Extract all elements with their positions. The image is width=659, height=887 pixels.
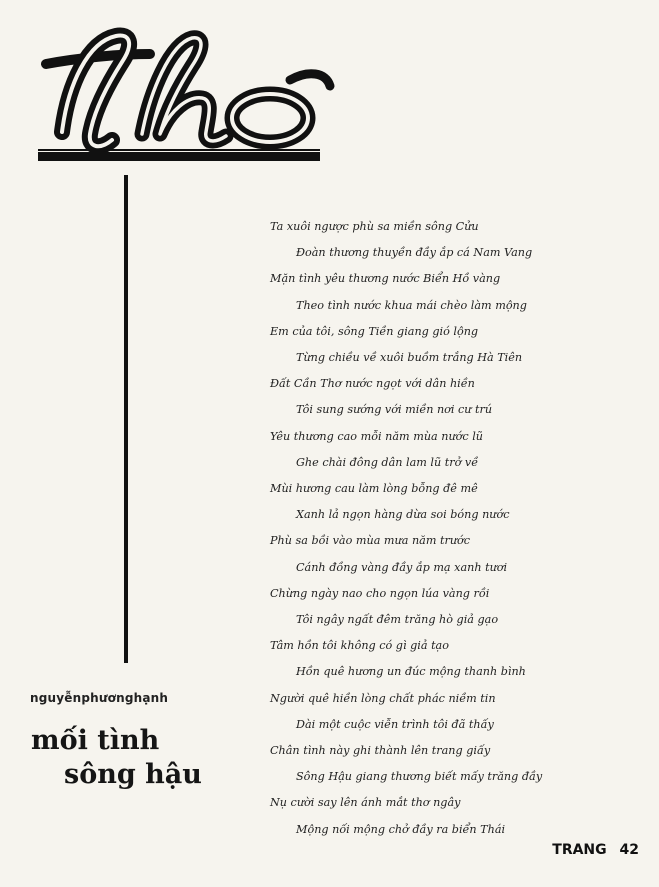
poem-line: Mặn tình yêu thương nước Biển Hồ vàng [270,272,501,286]
poem-line: Dài một cuộc viễn trình tôi đã thấy [296,717,494,731]
poem-line: Mùi hương cau làm lòng bỗng đê mê [270,482,478,495]
poem-line: Em của tôi, sông Tiền giang gió lộng [270,324,479,338]
poem-line: Phù sa bồi vào mùa mưa năm trước [270,534,471,548]
poem-line: Từng chiều về xuôi buồm trắng Hà Tiên [296,351,523,364]
page-label: TRANG [552,842,607,858]
tho-logo-icon [38,14,338,174]
page-footer [544,842,639,858]
poem-line: Hồn quê hương un đúc mộng thanh bình [296,665,526,679]
poem-line: Chừng ngày nao cho ngọn lúa vàng rồi [270,586,490,600]
author-name: nguyễnphươnghạnh [30,691,169,705]
poem-line: Tâm hồn tôi không có gì giả tạo [270,639,449,653]
vertical-divider [124,175,128,663]
poem-title-line-2: sông hậu [64,759,202,790]
poem-line: Theo tình nước khua mái chèo làm mộng [296,298,527,312]
poem-line: Đất Cần Thơ nước ngọt với dân hiền [270,377,475,391]
poem-line: Ghe chài đông dân lam lũ trở về [296,455,479,469]
poem-line: Cánh đồng vàng đầy ắp mạ xanh tươi [296,560,508,574]
poem-line: Mộng nối mộng chở đầy ra biển Thái [296,822,506,836]
poem-line: Sông Hậu giang thương biết mấy trăng đầy [296,770,543,784]
poem-title-line-1: mối tình [31,725,160,756]
poem-line: Xanh lả ngọn hàng dừa soi bóng nước [296,508,510,522]
poem-line: Yêu thương cao mỗi năm mùa nước lũ [270,429,484,443]
poem-line: Tôi ngây ngất đêm trăng hò giả gạo [296,613,499,626]
poem-line: Chân tình này ghi thành lên trang giấy [270,744,491,757]
poem-line: Tôi sung sướng với miền nơi cư trú [296,403,493,417]
page-number: 42 [619,842,639,858]
poem-line: Người quê hiền lòng chất phác niềm tin [270,691,496,705]
poem-line: Nụ cười say lên ánh mắt thơ ngây [270,796,461,810]
masthead-logo [38,14,338,174]
poem-line: Đoàn thương thuyền đầy ắp cá Nam Vang [296,246,533,260]
poem-line: Ta xuôi ngược phù sa miền sông Cửu [270,220,479,233]
